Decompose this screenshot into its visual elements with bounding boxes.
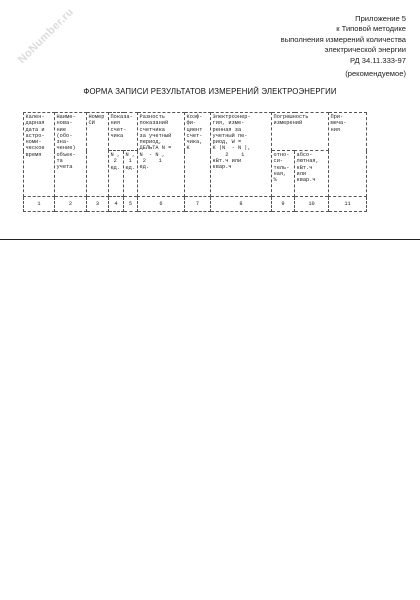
column-number: 7 xyxy=(185,197,211,212)
column-number: 4 xyxy=(109,197,124,212)
column-number: 6 xyxy=(138,197,185,212)
column-number: 10 xyxy=(295,197,329,212)
header-meter-readings: Показа- ния счет- чика xyxy=(109,113,138,151)
header-readings-difference: Разность показаний счетчика за учетный период, ДЕЛЬТА N = N - N , 2 1 ед. xyxy=(138,113,185,197)
header-reading-n1: N , 1 ед. xyxy=(124,151,138,197)
header-measurement-error: Погрешность измерений xyxy=(272,113,329,151)
column-number-row xyxy=(24,197,367,212)
appendix-line: выполнения измерений количества xyxy=(280,34,406,44)
appendix-line: РД 34.11.333-97 xyxy=(349,55,406,65)
header-meter-number: Номер СИ xyxy=(87,113,109,197)
header-meter-coefficient: Коэф- фи- циент счет- чика, К xyxy=(185,113,211,197)
measurement-form-table xyxy=(23,112,367,212)
column-number: 8 xyxy=(211,197,272,212)
appendix-line: Приложение 5 xyxy=(355,14,406,23)
column-number: 11 xyxy=(329,197,367,212)
watermark: NoNumber.ru xyxy=(15,5,77,67)
header-error-absolute: абсо- лютная, кВт.ч или квар.ч xyxy=(295,151,329,197)
appendix-line: к Типовой методике xyxy=(336,24,406,34)
recommended-note: (рекомендуемое) xyxy=(345,69,406,78)
column-number: 1 xyxy=(24,197,55,212)
column-number: 3 xyxy=(87,197,109,212)
header-row xyxy=(24,113,367,151)
column-number: 5 xyxy=(124,197,138,212)
form-title: ФОРМА ЗАПИСИ РЕЗУЛЬТАТОВ ИЗМЕРЕНИЙ ЭЛЕКТРОЭНЕРГИИ xyxy=(83,87,337,96)
header-calendar-date: Кален- дарная дата и астро- номи- ческое время xyxy=(24,113,55,197)
page-divider xyxy=(0,239,420,240)
header-error-relative: отно- си- тель- ная, % xyxy=(272,151,295,197)
header-object-name: Наиме- нова- ние (обо- зна- чение) объек- та учета xyxy=(55,113,87,197)
appendix-line: электрической энергии xyxy=(324,45,406,55)
header-notes: При- меча- ния xyxy=(329,113,367,197)
column-number: 2 xyxy=(55,197,87,212)
column-number: 9 xyxy=(272,197,295,212)
header-energy-measured: Электроэнер- гия, изме- ренная за учетный пе- риод, W = К |N - N |, 2 1 кВт.ч или квар.ч xyxy=(211,113,272,197)
header-reading-n2: N , 2 ед. xyxy=(109,151,124,197)
appendix-header xyxy=(206,14,406,66)
